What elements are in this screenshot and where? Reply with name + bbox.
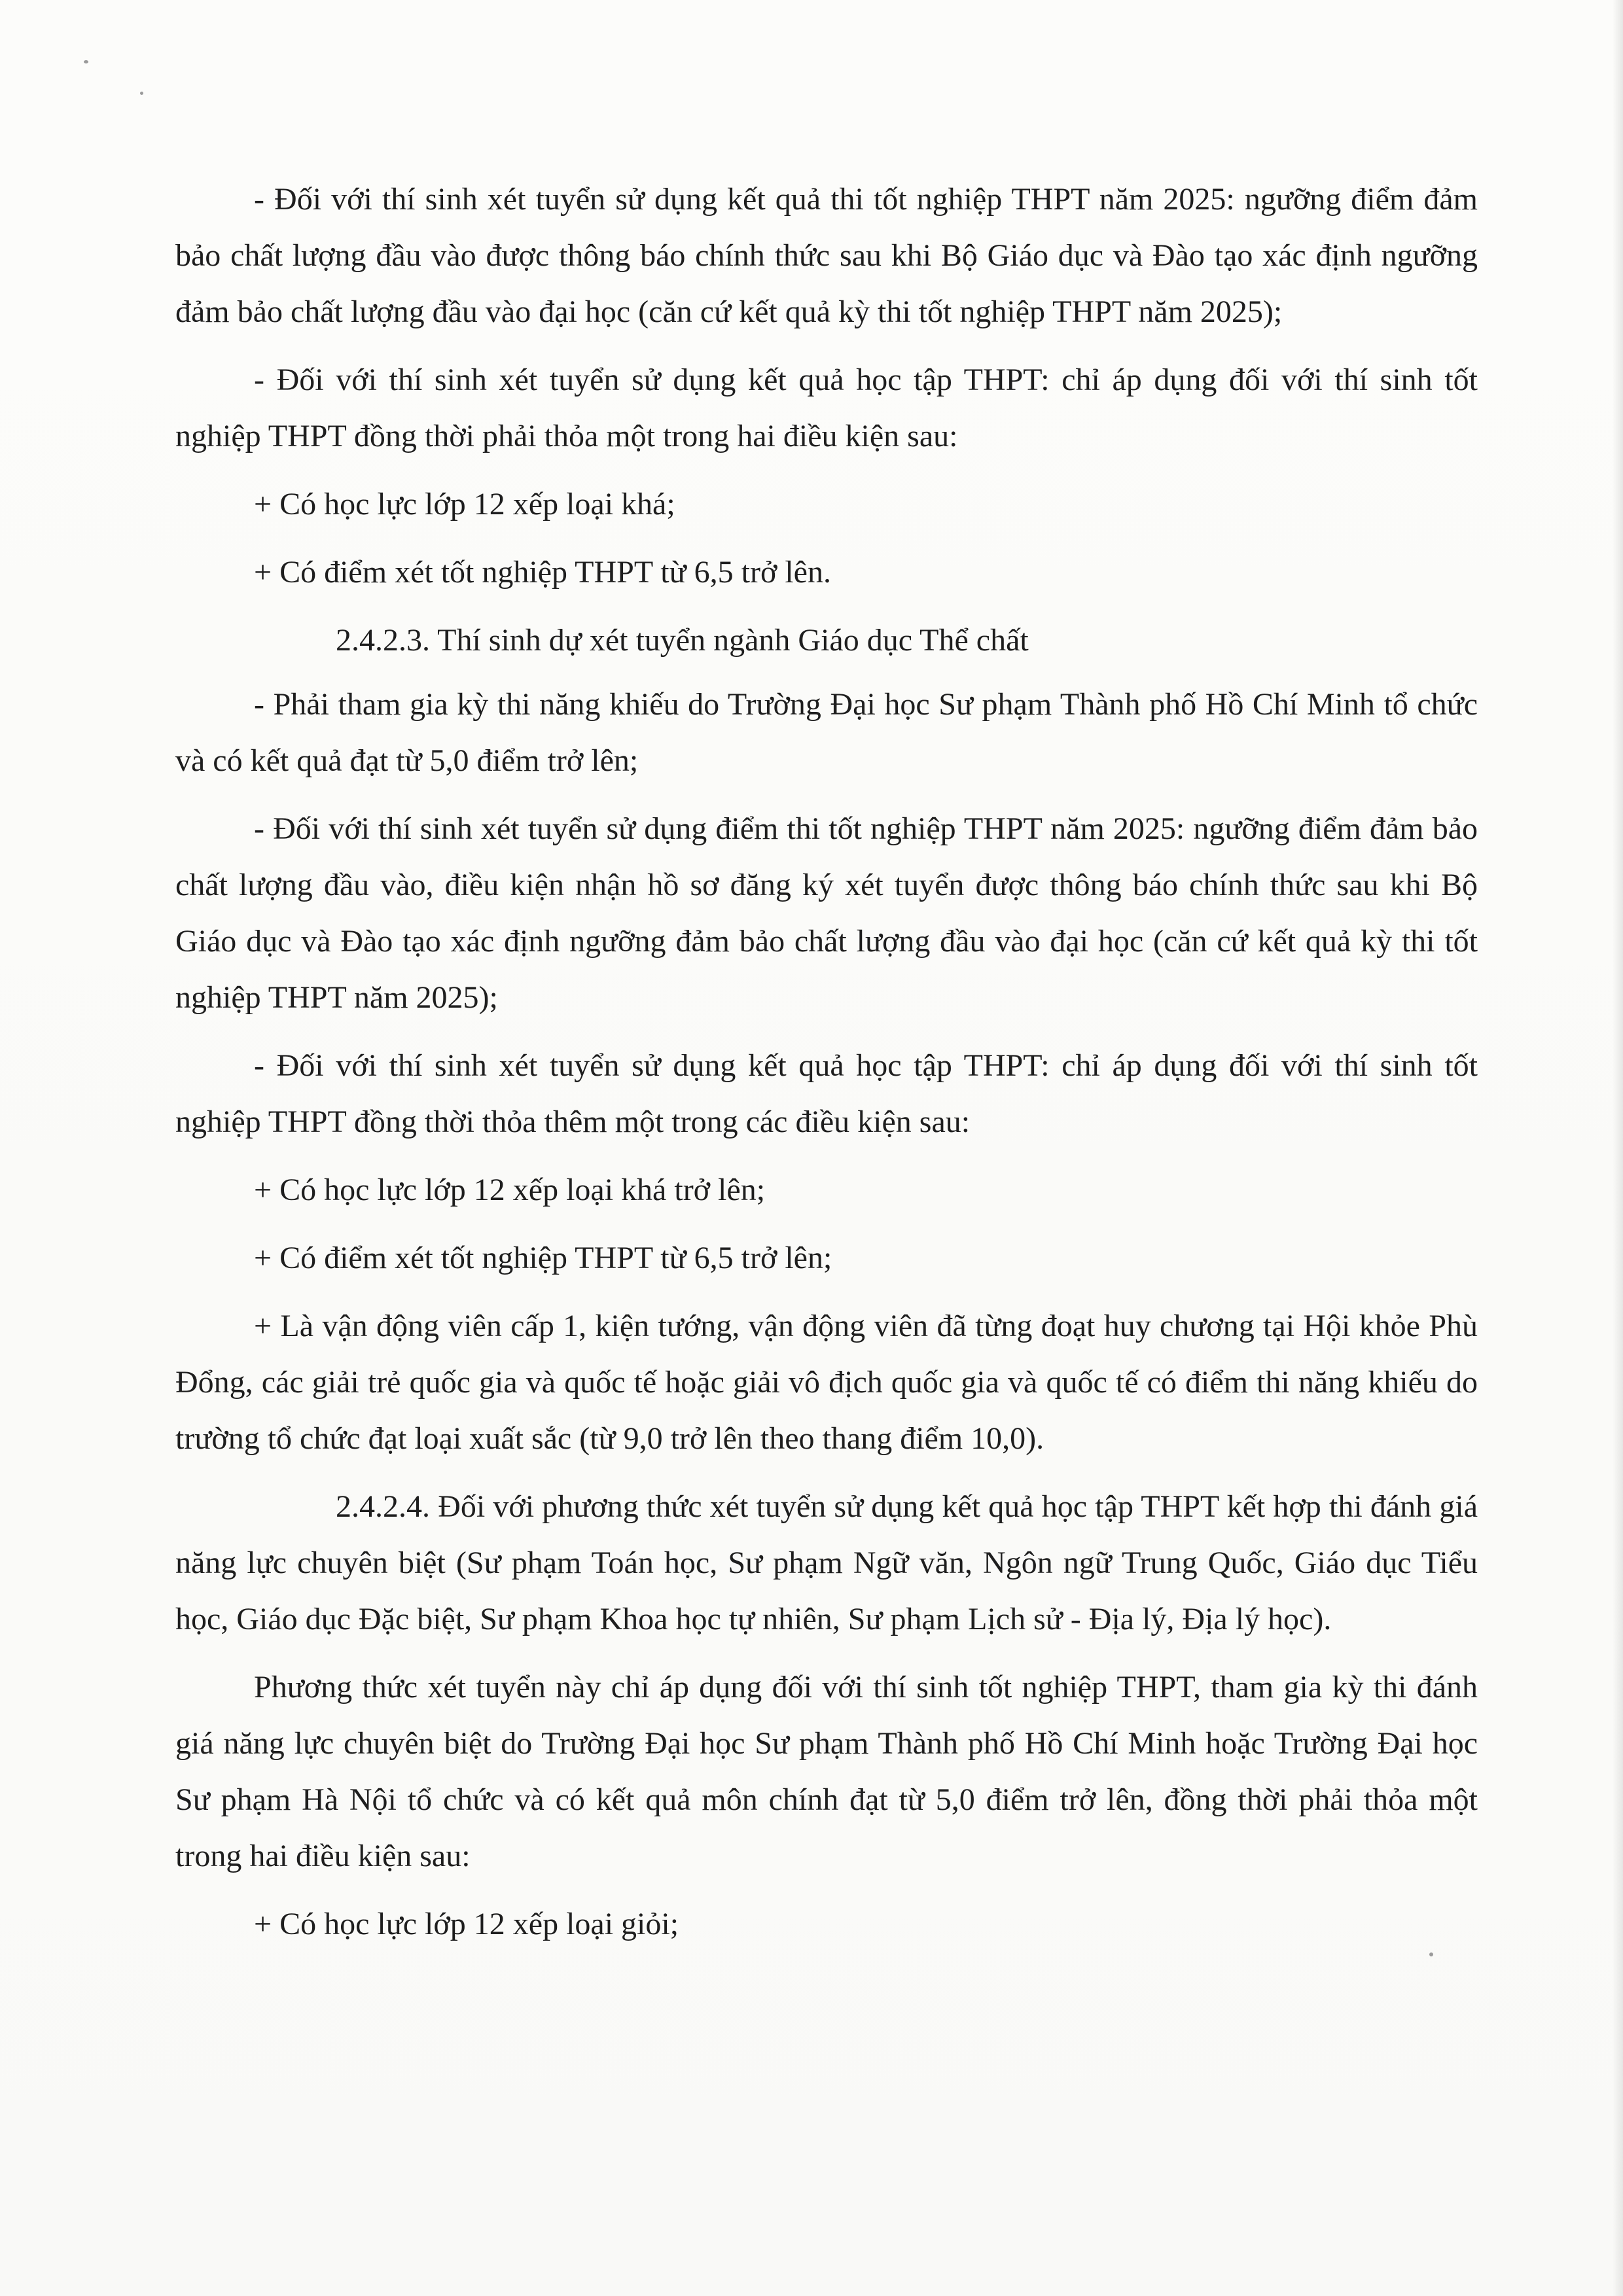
paragraph-aptitude-exam: - Phải tham gia kỳ thi năng khiếu do Trường Đại học Sư phạm Thành phố Hồ Chí Minh tổ chức và có kết quả đạt từ 5,0 điểm trở lên; <box>175 687 1478 778</box>
paragraph-thpt-exam-threshold: - Đối với thí sinh xét tuyển sử dụng kết quả thi tốt nghiệp THPT năm 2025: ngưỡng điểm đảm bảo chất lượng đầu vào được thông báo chính thức sau khi Bộ Giáo dục và Đào tạo xác định ngưỡng đảm bảo chất lượng đầu vào đại học (căn cứ kết quả kỳ thi tốt nghiệp THPT năm 2025); <box>175 182 1478 329</box>
section-heading-2-4-2-3: 2.4.2.3. Thí sinh dự xét tuyển ngành Giáo dục Thể chất <box>336 623 1029 658</box>
list-item-pe-athlete: + Là vận động viên cấp 1, kiện tướng, vận động viên đã từng đoạt huy chương tại Hội khỏe Phù Đổng, các giải trẻ quốc gia và quốc tế hoặc giải vô địch quốc gia và quốc tế có điểm thi năng khiếu do trường tổ chức đạt loại xuất sắc (từ 9,0 trở lên theo thang điểm 10,0). <box>175 1309 1478 1456</box>
document-body <box>175 171 1478 1952</box>
paragraph-pe-thpt-exam-threshold: - Đối với thí sinh xét tuyển sử dụng điểm thi tốt nghiệp THPT năm 2025: ngưỡng điểm đảm bảo chất lượng đầu vào, điều kiện nhận hồ sơ đăng ký xét tuyển được thông báo chính thức sau khi Bộ Giáo dục và Đào tạo xác định ngưỡng đảm bảo chất lượng đầu vào đại học (căn cứ kết quả kỳ thi tốt nghiệp THPT năm 2025); <box>175 811 1478 1015</box>
section-heading-2-4-2-4: 2.4.2.4. Đối với phương thức xét tuyển sử dụng kết quả học tập THPT kết hợp thi đánh giá năng lực chuyên biệt (Sư phạm Toán học, Sư phạm Ngữ văn, Ngôn ngữ Trung Quốc, Giáo dục Tiểu học, Giáo dục Đặc biệt, Sư phạm Khoa học tự nhiên, Sư phạm Lịch sử - Địa lý, Địa lý học). <box>175 1489 1478 1636</box>
scan-speck <box>140 92 143 95</box>
list-item-pe-graduation-score: + Có điểm xét tốt nghiệp THPT từ 6,5 trở lên; <box>254 1241 832 1275</box>
paragraph-specialized-assessment: Phương thức xét tuyển này chỉ áp dụng đối với thí sinh tốt nghiệp THPT, tham gia kỳ thi đánh giá năng lực chuyên biệt do Trường Đại học Sư phạm Thành phố Hồ Chí Minh hoặc Trường Đại học Sư phạm Hà Nội tổ chức và có kết quả môn chính đạt từ 5,0 điểm trở lên, đồng thời phải thỏa một trong hai điều kiện sau: <box>175 1670 1478 1873</box>
list-item-pe-grade12: + Có học lực lớp 12 xếp loại khá trở lên; <box>254 1173 766 1207</box>
list-item-grade12-good: + Có học lực lớp 12 xếp loại khá; <box>254 487 675 521</box>
paragraph-pe-transcript-conditions: - Đối với thí sinh xét tuyển sử dụng kết quả học tập THPT: chỉ áp dụng đối với thí sinh tốt nghiệp THPT đồng thời thỏa thêm một trong các điều kiện sau: <box>175 1048 1478 1139</box>
paragraph-thpt-transcript-conditions: - Đối với thí sinh xét tuyển sử dụng kết quả học tập THPT: chỉ áp dụng đối với thí sinh tốt nghiệp THPT đồng thời phải thỏa một trong hai điều kiện sau: <box>175 362 1478 453</box>
scan-speck <box>1429 1952 1433 1956</box>
scan-speck <box>84 60 88 63</box>
scan-edge-shadow <box>1613 0 1623 2296</box>
list-item-grade12-excellent: + Có học lực lớp 12 xếp loại giỏi; <box>254 1907 679 1941</box>
list-item-graduation-score: + Có điểm xét tốt nghiệp THPT từ 6,5 trở lên. <box>254 555 831 590</box>
